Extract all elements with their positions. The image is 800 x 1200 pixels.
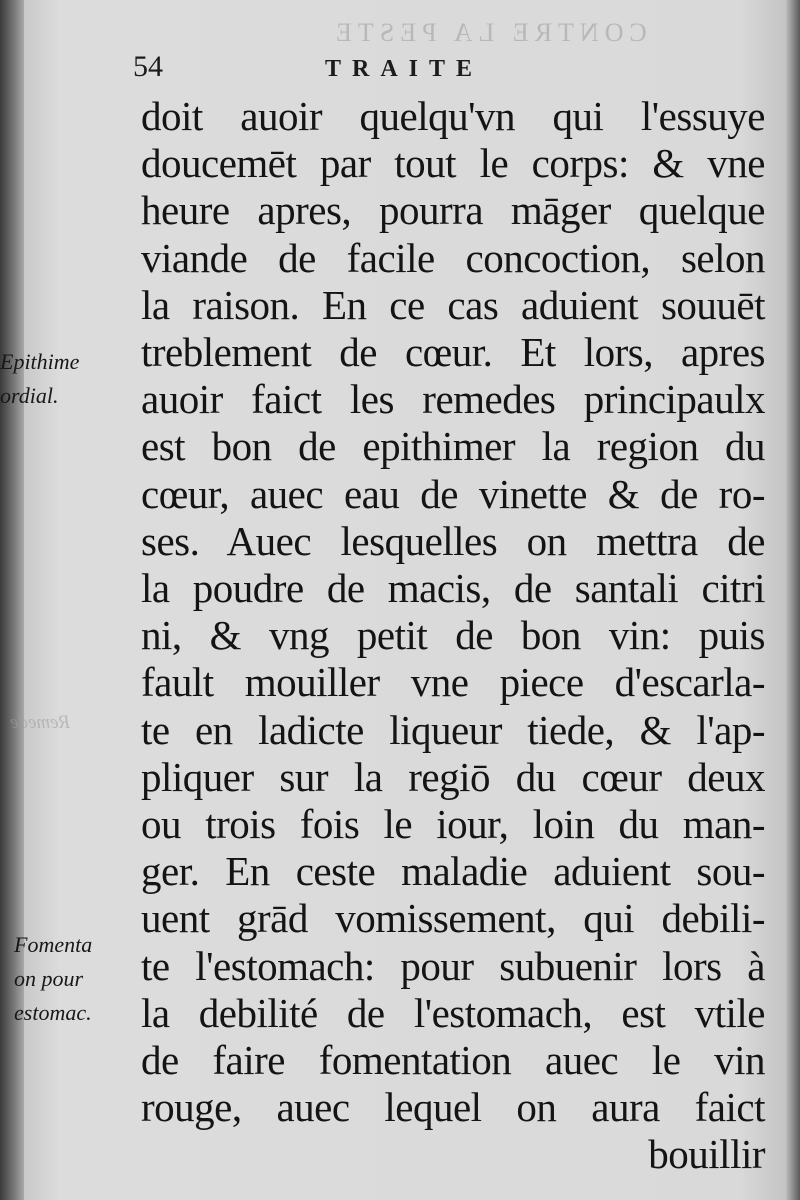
text-line: la poudre de macis, de santali citri	[141, 565, 765, 612]
margin-note-line: estomac.	[14, 1000, 92, 1025]
page-edge	[786, 0, 800, 1200]
text-line: te en ladicte liqueur tiede, & l'ap-	[141, 706, 765, 753]
margin-note-line: ordial.	[0, 383, 59, 408]
text-line: la raison. En ce cas aduient souuēt	[141, 281, 765, 328]
text-line: la debilité de l'estomach, est vtile	[141, 989, 765, 1036]
text-line: ses. Auec lesquelles on mettra de	[141, 517, 765, 564]
margin-note-fomentation	[14, 928, 92, 1030]
text-line: fault mouiller vne piece d'escarla-	[141, 659, 765, 706]
text-line: treblement de cœur. Et lors, apres	[141, 329, 765, 376]
margin-note-epithime	[0, 345, 79, 413]
running-head: TRAITE	[325, 56, 484, 82]
text-line: ni, & vng petit de bon vin: puis	[141, 612, 765, 659]
text-line: ou trois fois le iour, loin du man-	[141, 801, 765, 848]
text-line: viande de facile concoction, selon	[141, 234, 765, 281]
text-line: est bon de epithimer la region du	[141, 423, 765, 470]
text-line: doit auoir quelqu'vn qui l'essuye	[141, 93, 765, 139]
catchword: bouillir	[648, 1131, 765, 1178]
page-number: 54	[133, 50, 163, 83]
bleed-through-margin-note: Remede	[10, 712, 71, 733]
text-line: de faire fomentation auec le vin	[141, 1037, 765, 1084]
text-line: uent grād vomissement, qui debili-	[141, 895, 765, 942]
text-line: rouge, auec lequel on aura faict	[141, 1084, 765, 1131]
text-line: pliquer sur la regiō du cœur deux	[141, 753, 765, 800]
text-line: te l'estomach: pour subuenir lors à	[141, 942, 765, 989]
text-line: heure apres, pourra māger quelque	[141, 187, 765, 234]
text-line: doucemēt par tout le corps: & vne	[141, 140, 765, 187]
margin-note-line: on pour	[14, 966, 84, 991]
text-line: cœur, auec eau de vinette & de ro-	[141, 470, 765, 517]
body-text	[141, 93, 765, 1179]
text-line: ger. En ceste maladie aduient sou-	[141, 848, 765, 895]
text-line: auoir faict les remedes principaulx	[141, 376, 765, 423]
margin-note-line: Epithime	[0, 349, 80, 374]
bleed-through-heading: CONTRE LA PESTE	[330, 18, 647, 47]
margin-note-line: Fomenta	[14, 932, 93, 957]
page-header	[0, 50, 800, 90]
